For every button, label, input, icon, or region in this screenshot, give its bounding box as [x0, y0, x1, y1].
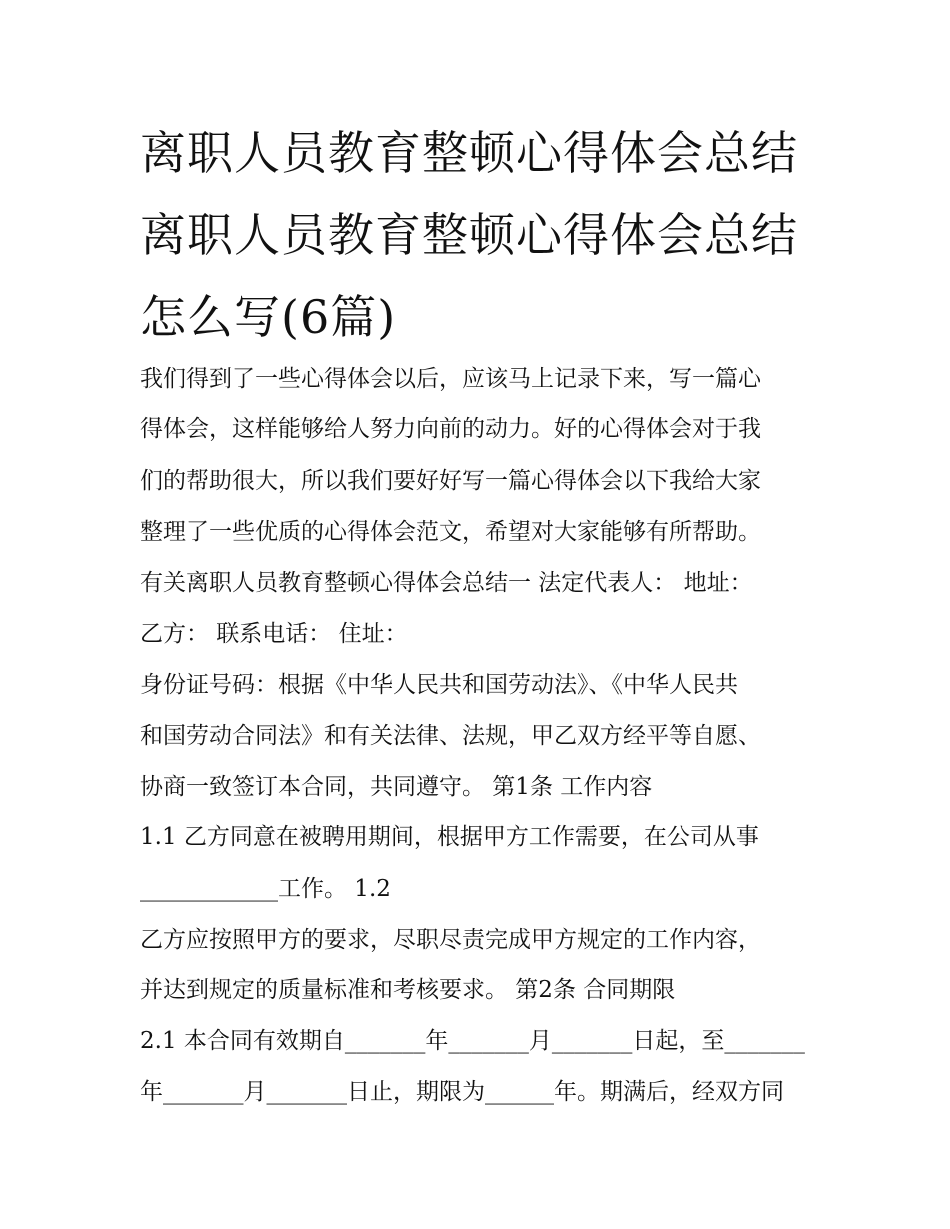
body-line: 有关离职人员教育整顿心得体会总结一 法定代表人： 地址：	[140, 570, 753, 596]
body-line: 2.1 本合同有效期自_______年_______月_______日起，至_______	[140, 1028, 805, 1054]
document-title: 离职人员教育整顿心得体会总结 离职人员教育整顿心得体会总结怎么写(6篇)	[140, 126, 798, 344]
body-line: 年_______月_______日止，期限为______年。期满后，经双方同	[140, 1079, 784, 1105]
body-line: 得体会，这样能够给人努力向前的动力。好的心得体会对于我	[140, 416, 761, 442]
body-line: ____________工作。 1.2	[140, 876, 391, 902]
body-line: 协商一致签订本合同，共同遵守。 第1条 工作内容	[140, 774, 653, 800]
body-line: 们的帮助很大，所以我们要好好写一篇心得体会以下我给大家	[140, 468, 761, 494]
body-line: 乙方： 联系电话： 住址：	[140, 621, 408, 647]
body-line: 和国劳动合同法》和有关法律、法规，甲乙双方经平等自愿、	[140, 723, 761, 749]
body-line: 乙方应按照甲方的要求，尽职尽责完成甲方规定的工作内容，	[140, 927, 761, 953]
body-line: 我们得到了一些心得体会以后，应该马上记录下来，写一篇心	[140, 366, 761, 392]
body-line: 身份证号码：根据《中华人民共和国劳动法》、《中华人民共	[140, 672, 738, 698]
body-line: 1.1 乙方同意在被聘用期间，根据甲方工作需要，在公司从事	[140, 824, 759, 850]
body-line: 整理了一些优质的心得体会范文，希望对大家能够有所帮助。	[140, 519, 761, 545]
body-line: 并达到规定的质量标准和考核要求。 第2条 合同期限	[140, 977, 676, 1003]
